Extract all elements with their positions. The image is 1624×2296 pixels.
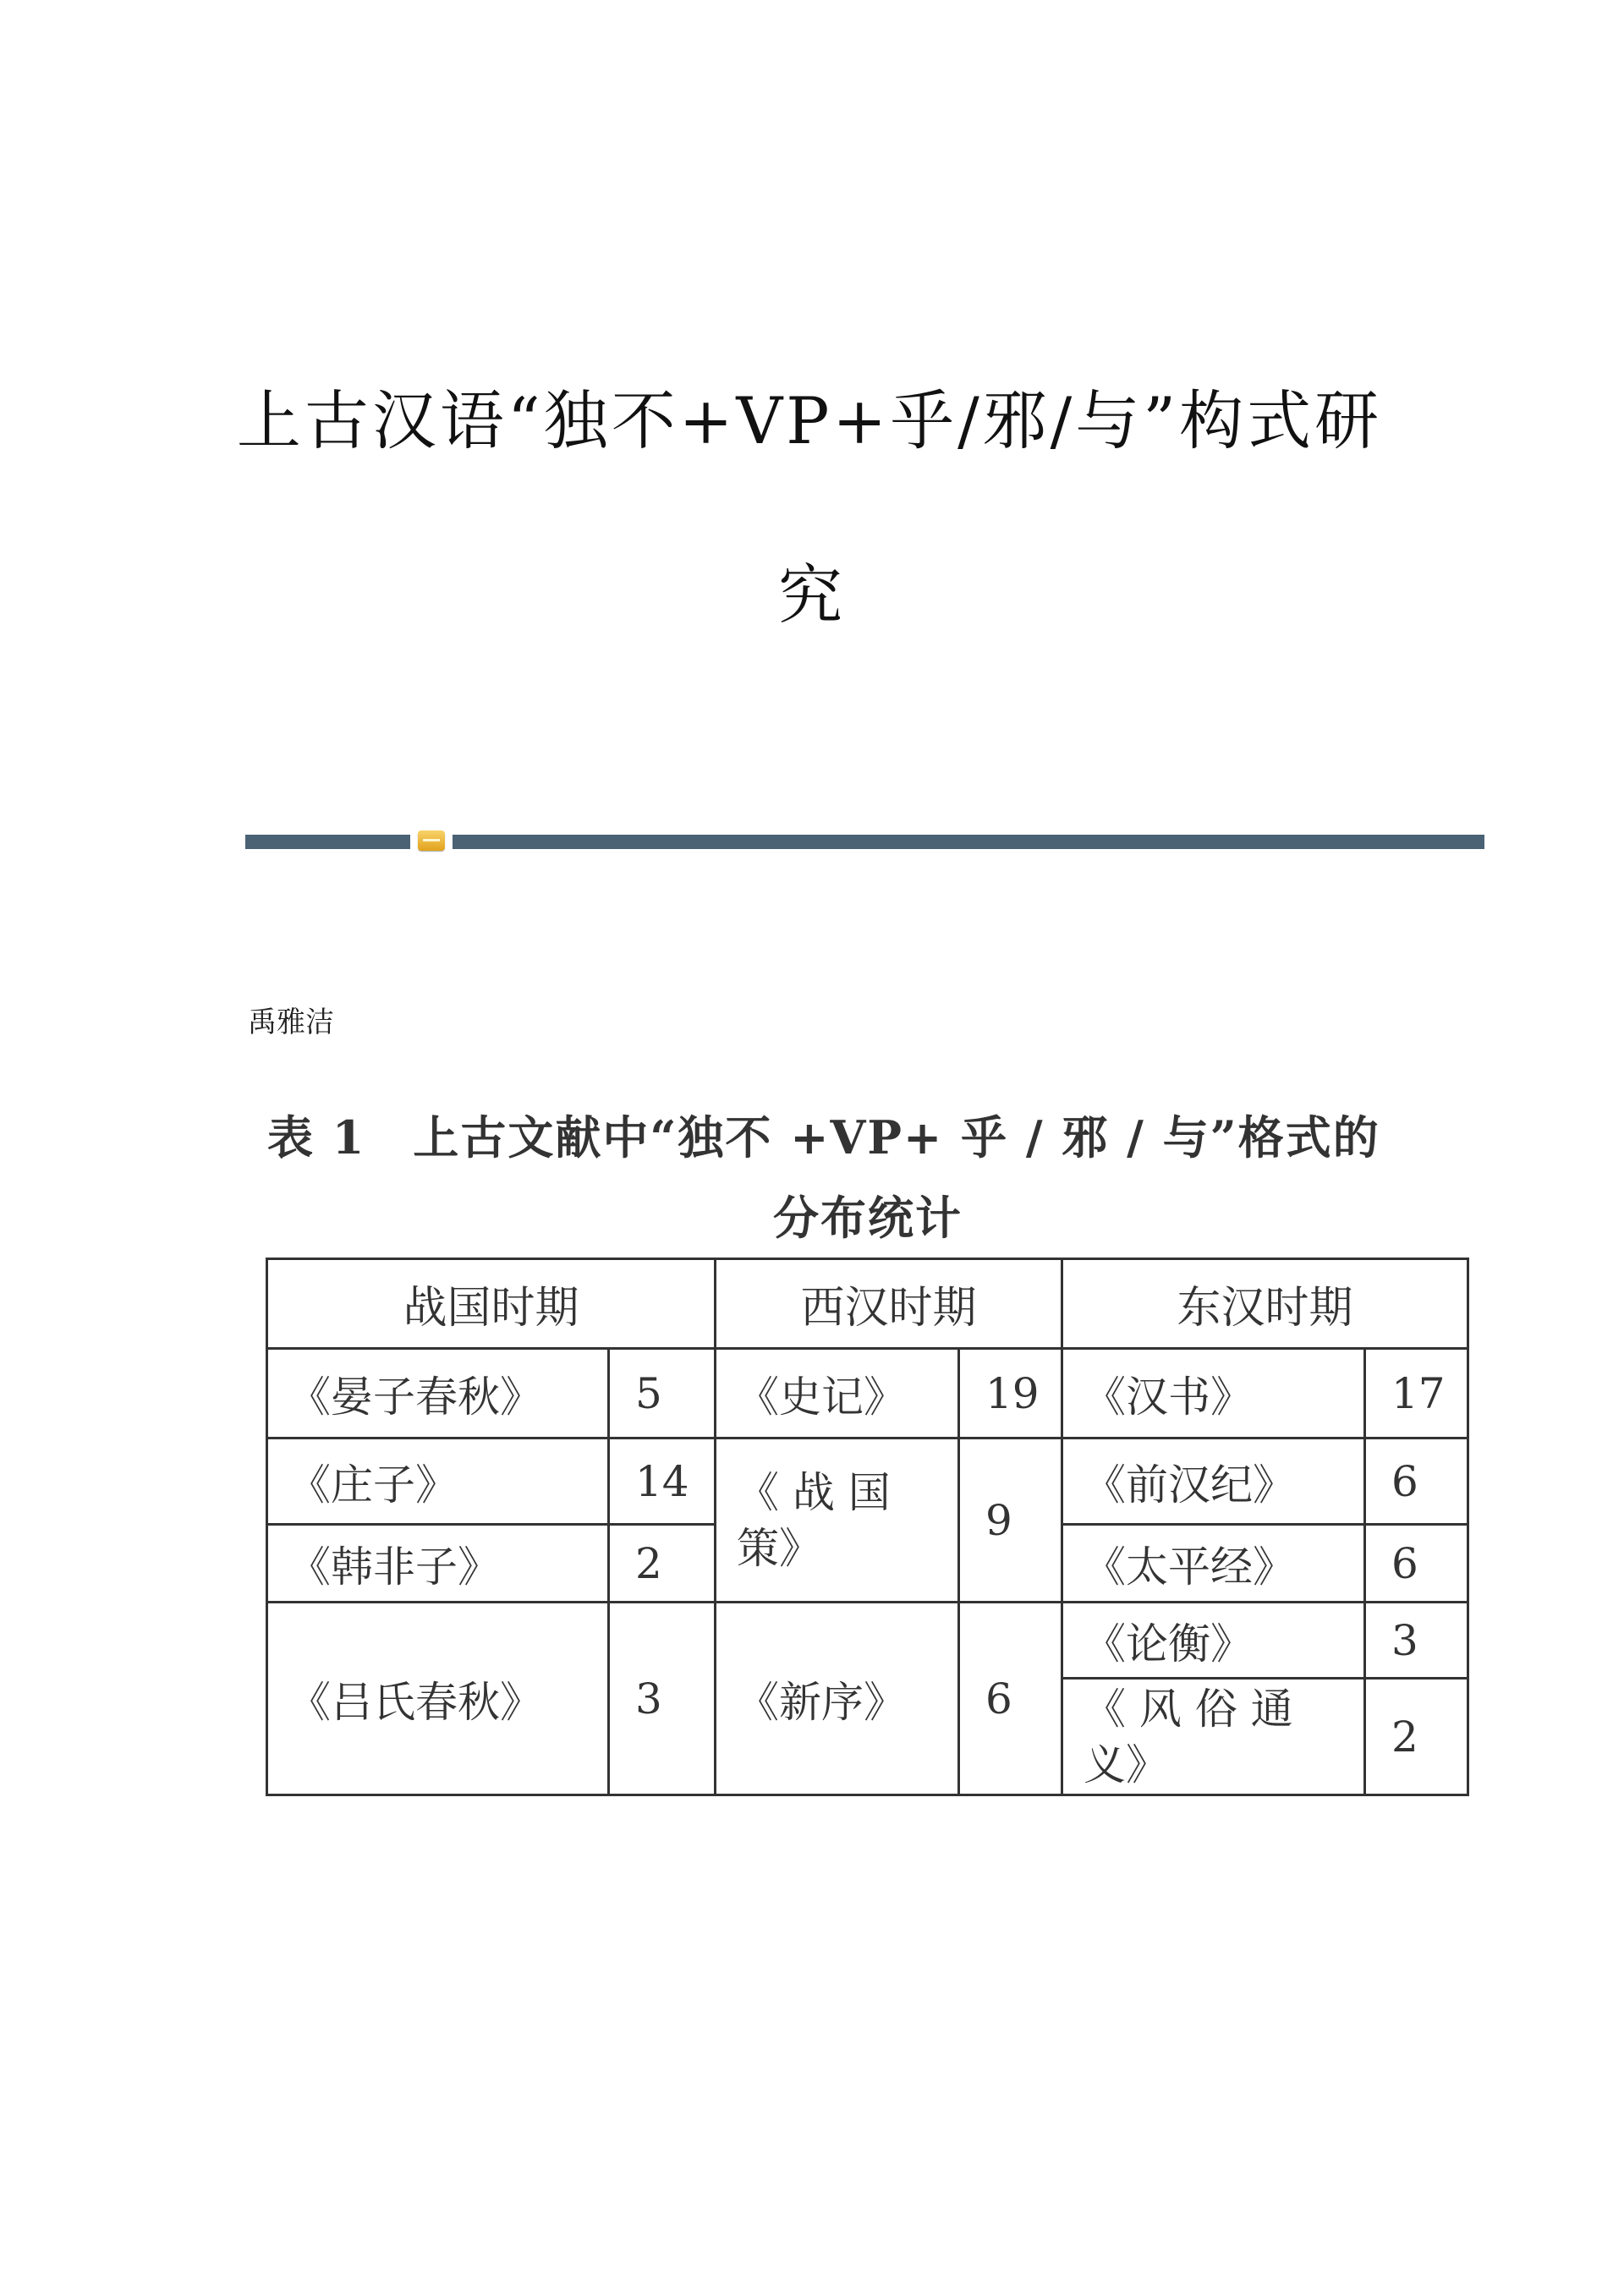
count-hanfeizi: 2 — [609, 1525, 716, 1603]
count-fengsu-tongyi: 2 — [1365, 1679, 1468, 1795]
table-row — [267, 1349, 1468, 1438]
author-name: 禹雅洁 — [248, 1006, 334, 1039]
count-zhanguoce: 9 — [959, 1438, 1062, 1603]
header-eastern-han: 东汉时期 — [1062, 1259, 1468, 1349]
book-hanshu: 《汉书》 — [1062, 1349, 1365, 1438]
table-caption-line-2: 分布统计 — [773, 1191, 963, 1245]
title-divider-left — [245, 835, 410, 849]
book-zhuangzi: 《庄子》 — [267, 1438, 609, 1525]
count-hanshu: 17 — [1365, 1349, 1468, 1438]
header-warring-states: 战国时期 — [267, 1259, 716, 1349]
table-header-row — [267, 1259, 1468, 1349]
distribution-table — [266, 1258, 1469, 1796]
document-title-line-2: 究 — [778, 557, 846, 633]
header-western-han: 西汉时期 — [716, 1259, 1062, 1349]
book-hanfeizi: 《韩非子》 — [267, 1525, 609, 1603]
table-caption-line-1: 表 1 上古文献中“独不 +VP+ 乎 / 邪 / 与”格式的 — [267, 1110, 1380, 1164]
count-yanzi-chunqiu: 5 — [609, 1349, 716, 1438]
book-lunheng: 《论衡》 — [1062, 1603, 1365, 1679]
count-xinxu: 6 — [959, 1603, 1062, 1795]
title-divider-right — [453, 835, 1484, 849]
count-zhuangzi: 14 — [609, 1438, 716, 1525]
book-taipingjing: 《太平经》 — [1062, 1525, 1365, 1603]
document-title-line-1: 上古汉语“独不+VP+乎/邪/与”构式研 — [236, 383, 1383, 458]
book-lushi-chunqiu: 《吕氏春秋》 — [267, 1603, 609, 1795]
count-shiji: 19 — [959, 1349, 1062, 1438]
count-taipingjing: 6 — [1365, 1525, 1468, 1603]
book-shiji: 《史记》 — [716, 1349, 959, 1438]
count-lunheng: 3 — [1365, 1603, 1468, 1679]
book-zhanguoce: 《 战 国 策》 — [716, 1438, 959, 1603]
book-yanzi-chunqiu: 《晏子春秋》 — [267, 1349, 609, 1438]
count-qianhanji: 6 — [1365, 1438, 1468, 1525]
book-xinxu: 《新序》 — [716, 1603, 959, 1795]
table-row — [267, 1438, 1468, 1525]
book-fengsu-tongyi: 《 风 俗 通 义》 — [1062, 1679, 1365, 1795]
book-qianhanji: 《前汉纪》 — [1062, 1438, 1365, 1525]
divider-ornament-icon — [418, 830, 445, 851]
count-lushi-chunqiu: 3 — [609, 1603, 716, 1795]
table-row — [267, 1603, 1468, 1679]
